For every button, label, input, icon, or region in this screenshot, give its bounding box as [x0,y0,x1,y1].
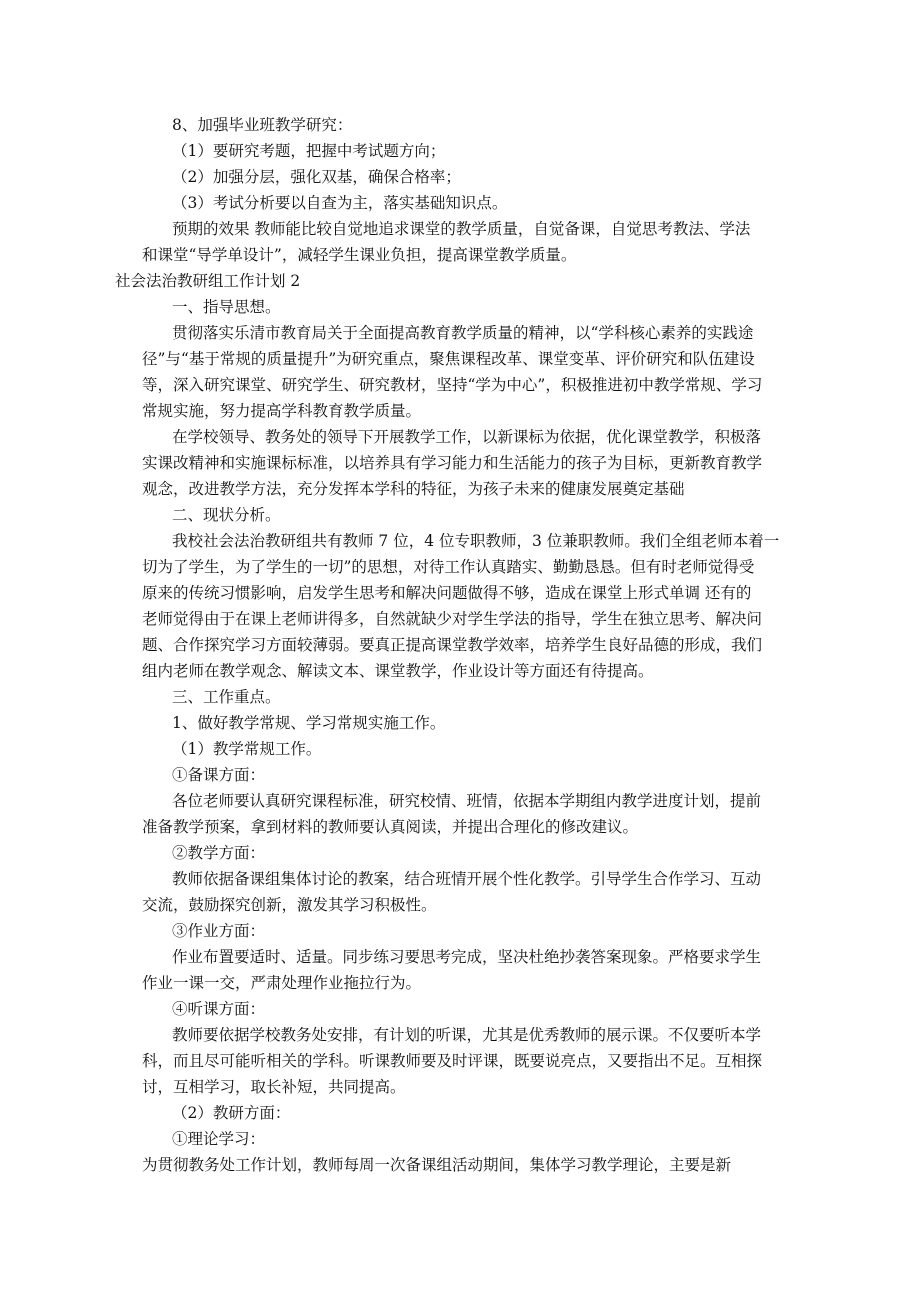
text-line: 二、现状分析。 [172,506,281,524]
document-body [115,112,782,1178]
text-line: 科，而且尽可能听相关的学科。听课教师要及时评课，既要说亮点，又要指出不足。互相探 [142,1052,763,1070]
text-line: 一、指导思想。 [172,298,281,316]
text-line: 为贯彻教务处工作计划，教师每周一次备课组活动期间，集体学习教学理论，主要是新 [142,1156,732,1174]
text-line: 径”与“基于常规的质量提升”为研究重点，聚焦课程改革、课堂变革、评价研究和队伍建设 [142,350,755,368]
text-line: 我校社会法治教研组共有教师 7 位，4 位专职教师，3 位兼职教师。我们全组老师本着一 [172,532,780,550]
text-line: （2）教研方面： [172,1104,291,1122]
text-line: 预期的效果 教师能比较自觉地追求课堂的教学质量，自觉备课，自觉思考教法、学法 [172,220,751,238]
text-line: 讨，互相学习，取长补短，共同提高。 [142,1078,406,1096]
text-line: （1）要研究考题，把握中考试题方向； [172,142,446,160]
text-line: （2）加强分层，强化双基，确保合格率； [172,168,461,186]
text-line: 等，深入研究课堂、研究学生、研究教材，坚持“学为中心”，积极推进初中教学常规、学习 [142,376,763,394]
text-line: 交流，鼓励探究创新，激发其学习积极性。 [142,896,437,914]
text-line: 贯彻落实乐清市教育局关于全面提高教育教学质量的精神，以“学科核心素养的实践途 [172,324,754,342]
text-line: 和课堂“导学单设计”，减轻学生课业负担，提高课堂教学质量。 [142,246,577,264]
text-line: 三、工作重点。 [172,688,281,706]
text-line: ②教学方面： [172,844,266,862]
text-line: 1、做好教学常规、学习常规实施工作。 [172,714,446,732]
text-line: 作业布置要适时、适量。同步练习要思考完成，坚决杜绝抄袭答案现象。严格要求学生 [172,948,762,966]
text-line: 题、合作探究学习方面较薄弱。要真正提高课堂教学效率，培养学生良好品德的形成，我们 [142,636,763,654]
text-line: 8、加强毕业班教学研究： [172,116,353,134]
text-line: 老师觉得由于在课上老师讲得多，自然就缺少对学生学法的指导，学生在独立思考、解决问 [142,610,763,628]
text-line: 常规实施，努力提高学科教育教学质量。 [142,402,422,420]
text-line: （3）考试分析要以自查为主，落实基础知识点。 [172,194,508,212]
text-line: 各位老师要认真研究课程标准，研究校情、班情，依据本学期组内教学进度计划，提前 [172,792,762,810]
text-line: ①理论学习： [172,1130,266,1148]
text-line: 原来的传统习惯影响，启发学生思考和解决问题做得不够，造成在课堂上形式单调 还有的 [142,584,752,602]
text-line: ④听课方面： [172,1000,266,1018]
text-line: ①备课方面： [172,766,266,784]
text-line: 教师依据备课组集体讨论的教案，结合班情开展个性化教学。引导学生合作学习、互动 [172,870,762,888]
text-line: 教师要依据学校教务处安排，有计划的听课，尤其是优秀教师的展示课。不仅要听本学 [172,1026,762,1044]
text-line: 准备教学预案，拿到材料的教师要认真阅读，并提出合理化的修改建议。 [142,818,639,836]
text-line: ③作业方面： [172,922,266,940]
text-line: 实课改精神和实施课标标准，以培养具有学习能力和生活能力的孩子为目标，更新教育教学 [142,454,763,472]
text-line: 切为了学生，为了学生的一切”的思想，对待工作认真踏实、勤勤恳恳。但有时老师觉得受 [142,558,755,576]
section-title: 社会法治教研组工作计划 2 [115,272,301,290]
text-line: 观念，改进教学方法，充分发挥本学科的特征，为孩子未来的健康发展奠定基础 [142,480,685,498]
text-line: 作业一课一交，严肃处理作业拖拉行为。 [142,974,422,992]
text-line: （1）教学常规工作。 [172,740,322,758]
text-line: 组内老师在教学观念、解读文本、课堂教学，作业设计等方面还有待提高。 [142,662,654,680]
text-line: 在学校领导、教务处的领导下开展教学工作，以新课标为依据，优化课堂教学，积极落 [172,428,762,446]
